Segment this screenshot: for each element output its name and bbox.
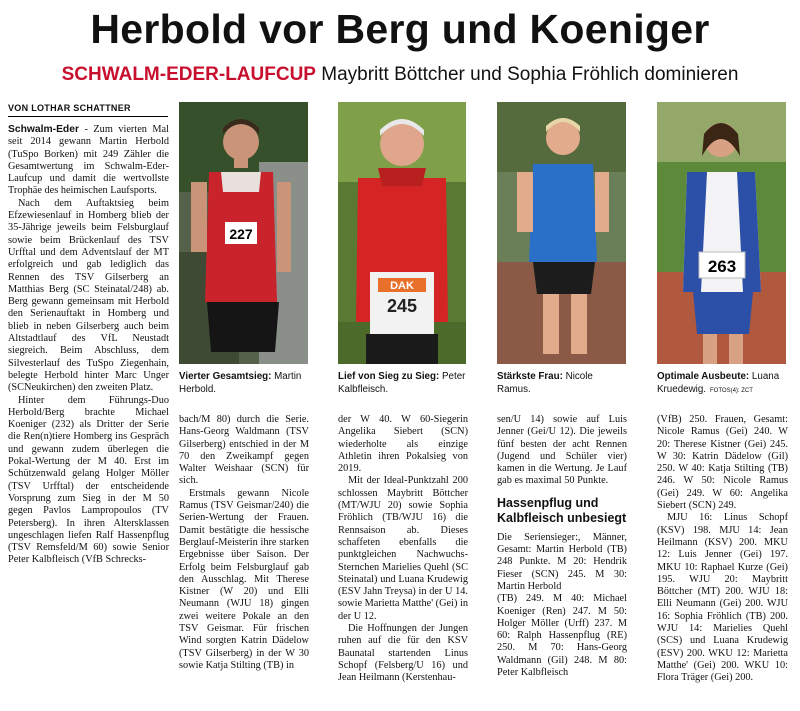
photo-credit: FOTOS(4): ZCT <box>710 388 753 394</box>
article-column-1 <box>8 124 169 708</box>
paragraph: der W 40. W 60-Siegerin Angelika Siebert (SCN) wiederholte als einzige Athletin ihren Pokalsieg von 2019. <box>338 414 468 475</box>
paragraph: MJU 16: Linus Schopf (KSV) 198. MJU 14: Jean Heilmann (KSV) 200. MKU 12: Luis Jenner (Gei) 197. MKU 10: Raphael Kurze (Gei) 195. WJU 20: Maybritt Böttcher (MT) 200. WJU 18: Elli Neumann (Gei) 200. WJU 16: Sophia Fröhlich (TB) 200. WJU 14: Marielies Quehl (SCS) und Luana Krudewig (ESV) 200. WKU 12: Marietta Matthe' (Gei) 200. WKU 10: Flora Träger (Gei) 200. <box>657 512 788 684</box>
caption-3: Stärkste Frau: Nicole Ramus. <box>497 371 593 395</box>
paragraph: Die Hoffnungen der Jungen ruhen auf die für den KSV Baunatal startenden Linus Schopf (Felsberg/U 16) und Jean Heilmann (Kerstenhau- <box>338 623 468 684</box>
paragraph: Mit der Ideal-Punktzahl 200 schlossen Maybritt Böttcher (MT/WJU 20) sowie Sophia Fröhlich (TB/WJU 16) die Rennsaison ab. Dieses schaffeten ebenfalls die punktgleichen Nachwuchs-Sternchen Marielies Quehl (SC Steinatal) und Luana Krudewig (ESV Jahn Treysa) in der U 14. sowie Marietta Matthe' (Gei) in der U 12. <box>338 475 468 622</box>
paragraph: (TB) 249. M 40: Michael Koeniger (Ren) 247. M 50: Holger Möller (Urff) 237. M 60: Ralph Hassenpflug (RE) 250. M 70: Hans-Georg Waldmann (Gil) 248. M 80: Peter Kalbfleisch <box>497 593 627 679</box>
subheadline-text: Maybritt Böttcher und Sophia Fröhlich dominieren <box>321 64 739 85</box>
kicker: SCHWALM-EDER-LAUFCUP <box>61 64 316 85</box>
paragraph: Nach dem Auftaktsieg beim Efzewiesenlauf in Homberg blieb der 35-Jährige jeweils beim Felsburglauf sowie beim Brückenlauf des TSV Urfftal und dem Adventslauf der MT erfolgreich und gab lediglich das Rennen des TSV Gilserberg an Matthias Berg (SC Steinatal/248) ab. Berg gewann gemeinsam mit Herbold den Serienauftakt in Homberg und blieb in neben Gilserberg auch beim Altstadtlauf des VfL Neustadt siegreich. Beim Abschluss, dem Silvesterlauf des TuSpo Ziegenhain, belegte Herbold hinter Marc Unger (SCNeukirchen) den zweiten Platz. <box>8 197 169 394</box>
article-column-5 <box>657 414 788 708</box>
photo-luana-kruedewig <box>657 102 786 364</box>
paragraph: bach/M 80) durch die Serie. Hans-Georg Waldmann (TSV Gilserberg) entschied in der M 70 den Zweikampf gegen Walter Weishaar (SCN) für sich. <box>179 414 309 487</box>
caption-1: Vierter Gesamtsieg: Martin Herbold. <box>179 371 302 395</box>
photo-nicole-ramus <box>497 102 626 364</box>
bib-number: 263 <box>707 257 737 276</box>
section-subhead: Hassenpflug und Kalbfleisch unbesiegt <box>497 495 627 525</box>
paragraph: (VfB) 250. Frauen, Gesamt: Nicole Ramus (Gei) 240. W 20: Therese Kistner (Gei) 245. W 30: Katrin Dädelow (Gil) 250. W 40: Katja Stilting (TB) 246. W 50: Nicole Ramus (Gei) 249. W 60: Angelika Siebert (SCN) 249. <box>657 414 788 512</box>
bib-label: DAK <box>390 280 414 292</box>
bib-number: 227 <box>229 226 253 242</box>
paragraph: Die Seriensieger:, Männer, Gesamt: Martin Herbold (TB) 248 Punkte. M 20: Hendrik Fieser (SCN) 245. M 30: Martin Herbold <box>497 531 627 592</box>
subheadline <box>0 64 800 86</box>
caption-2: Lief von Sieg zu Sieg: Peter Kalbfleisch. <box>338 371 466 395</box>
caption-4: Optimale Ausbeute: Luana Kruedewig. FOTOS(4): ZCT <box>657 371 780 395</box>
article-column-4 <box>497 414 627 708</box>
article-column-2 <box>179 414 309 708</box>
photo-martin-herbold <box>179 102 308 364</box>
photo-peter-kalbfleisch <box>338 102 466 364</box>
paragraph: Erstmals gewann Nicole Ramus (TSV Geismar/240) die Serien-Wertung der Frauen. Damit bestätigte die hessische Berglauf-Meisterin ihre starken Ergebnisse über Saison. Der Erfolg beim Felsburglauf gab den Ausschlag. Mit Therese Kistner (W 20) und Elli Neumann (WJU 18) gingen zwei weitere Pokale an den TSV Geismar. Für frischen Wind sorgten Katrin Dädelow (TSV Gilserberg) in der W 30 sowie Katja Stilting (TB) in <box>179 487 309 671</box>
headline: Herbold vor Berg und Koeniger <box>90 6 710 52</box>
lead-paragraph: Schwalm-Eder - Zum vierten Mal seit 2014 gewann Martin Herbold (TuSpo Borken) mit 249 Zähler die Gesamtwertung im Schwalm-Eder-Laufcup und damit die wertvollste Trophäe des heimischen Laufsports. <box>8 124 169 197</box>
paragraph: Hinter dem Führungs-Duo Herbold/Berg brachte Michael Koeniger (232) als Dritter der Serie die Ren(n)tiere Homberg ins Gespräch und gewann zudem überlegen die Pokal-Wertung der M 40. Erst im Schützenwald gelang Holger Möller (TSV Urfftal) der entscheidende Vorsprung zum Sieg in der M 50 gegen Pavlos Lampropoulos (TV Petersberg). In ihren Altersklassen ungeschlagen liefen Ralf Hassenpflug (TSV Remsfeld/M 60) sowie Senior Peter Kalbfleisch (VfB Schrecks- <box>8 394 169 566</box>
byline: VON LOTHAR SCHATTNER <box>8 103 168 117</box>
bib-number: 245 <box>386 296 418 316</box>
article-column-3 <box>338 414 468 708</box>
paragraph: sen/U 14) sowie auf Luis Jenner (Gei/U 12). Die jeweils fünf besten der acht Rennen (Jugend und Schüler vier) kamen in die Wertung. Je Lauf gab es maximal 50 Punkte. <box>497 414 627 487</box>
dateline: Schwalm-Eder <box>8 124 79 135</box>
